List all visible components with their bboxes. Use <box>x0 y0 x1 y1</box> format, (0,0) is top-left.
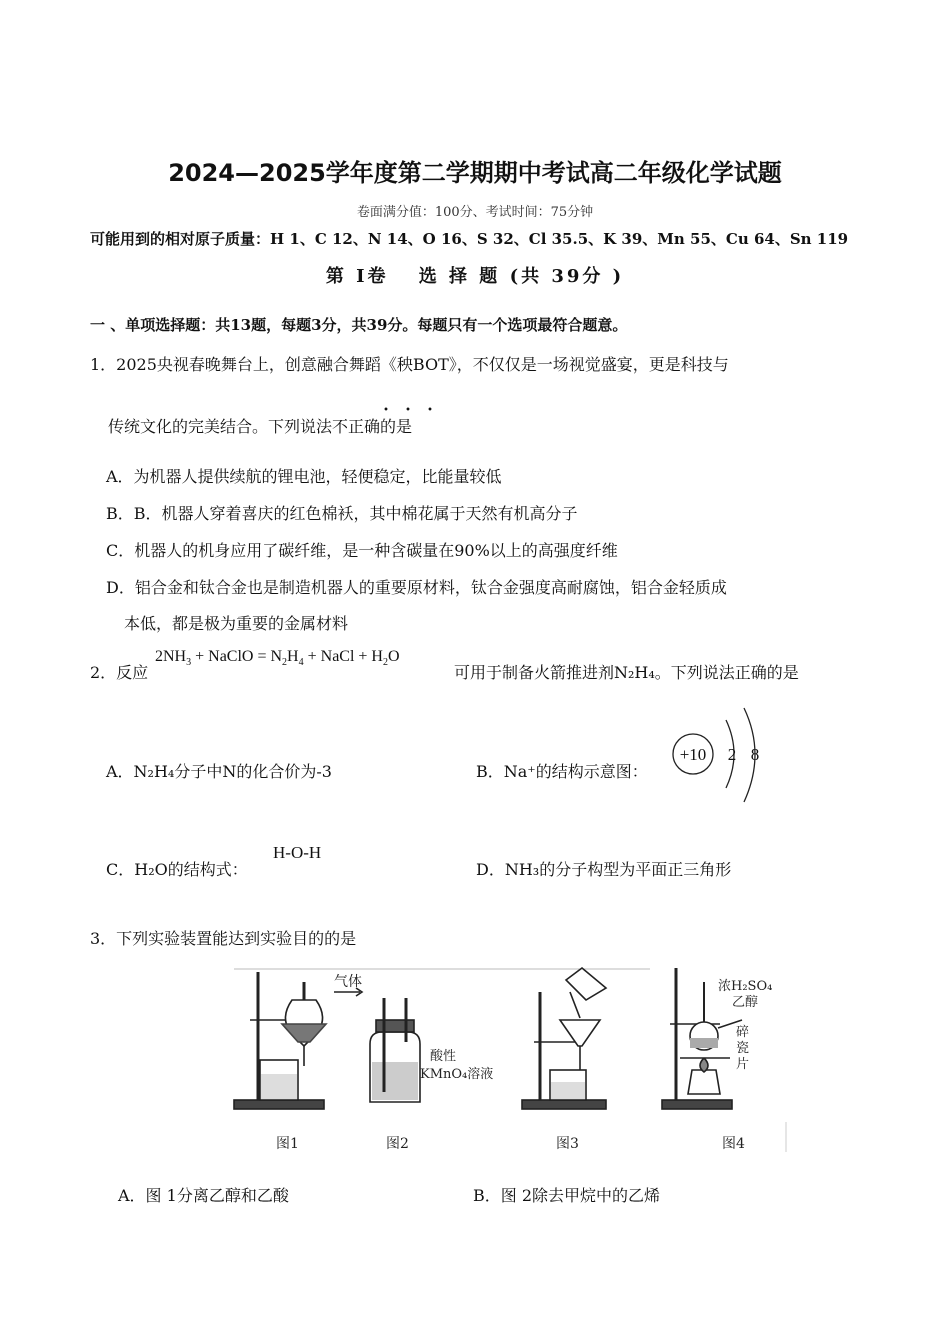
q2-option-c: C．H₂O的结构式： <box>106 860 248 879</box>
figure4-ethanol-label: 乙醇 <box>732 995 759 1010</box>
figure2-gas-washing-bottle <box>334 988 420 1102</box>
q3-stem: 3．下列实验装置能达到实验目的的是 <box>90 929 357 948</box>
na-nucleus-charge: +10 <box>679 745 707 764</box>
q1-option-c: C．机器人的机身应用了碳纤维，是一种含碳量在90%以上的高强度纤维 <box>106 541 618 560</box>
figure4-porcelain-label-2: 瓷 <box>736 1041 750 1056</box>
q3-option-b: B．图 2除去甲烷中的乙烯 <box>473 1186 661 1205</box>
q1-option-d-line1: D．铝合金和钛合金也是制造机器人的重要原材料，钛合金强度高耐腐蚀，铝合金轻质成 <box>106 578 727 597</box>
atomic-masses: 可能用到的相对原子质量：H 1、C 12、N 14、O 16、S 32、Cl 35.5、K 39、Mn 55、Cu 64、Sn 119 <box>90 230 849 248</box>
figure2-label: 图2 <box>386 1136 409 1152</box>
q2-option-b: B．Na⁺的结构示意图： <box>476 762 648 781</box>
figure1-separatory-funnel <box>234 972 326 1109</box>
q1-emphasis-dots: ・・・ <box>378 400 445 419</box>
na-shell2-electrons: 8 <box>750 745 760 764</box>
part-heading: 一 、单项选择题：共13题，每题3分，共39分。每题只有一个选项最符合题意。 <box>90 316 628 334</box>
figure4-porcelain-label-1: 碎 <box>736 1025 750 1040</box>
na-shell1-electrons: 2 <box>727 745 737 764</box>
figure3-filtration <box>522 968 606 1109</box>
q2-suffix: 可用于制备火箭推进剂N₂H₄。下列说法正确的是 <box>454 663 799 682</box>
na-ion-structure-diagram <box>668 706 778 806</box>
figure2-reagent-line2: KMnO₄溶液 <box>420 1067 494 1082</box>
figure4-acid-label: 浓H₂SO₄ <box>718 979 773 994</box>
q2-option-d: D．NH₃的分子构型为平面正三角形 <box>476 860 732 879</box>
q1-option-d-line2: 本低，都是极为重要的金属材料 <box>124 614 349 633</box>
q3-option-a: A．图 1分离乙醇和乙酸 <box>118 1186 289 1205</box>
q2-option-a: A．N₂H₄分子中N的化合价为-3 <box>106 762 332 781</box>
figure2-reagent-line1: 酸性 <box>430 1049 457 1064</box>
figure2-gas-label: 气体 <box>334 974 362 990</box>
q1-stem-line2: 传统文化的完美结合。下列说法不正确的是 <box>108 417 413 436</box>
figure4-label: 图4 <box>722 1136 745 1152</box>
q1-option-a: A．为机器人提供续航的锂电池，轻便稳定，比能量较低 <box>106 467 502 486</box>
q2-prefix: 2．反应 <box>90 663 149 682</box>
q2-reaction-equation: $2NH_3$ + NaClO = $N_2H_4$ + NaCl + $H_2O$ <box>155 648 400 669</box>
figure1-label: 图1 <box>276 1136 299 1152</box>
figure3-label: 图3 <box>556 1136 579 1152</box>
q3-apparatus-figure <box>230 962 790 1157</box>
exam-subtitle: 卷面满分值：100分、考试时间：75分钟 <box>356 205 594 220</box>
section-heading: 第 I卷 选 择 题 (共 39分 ) <box>325 266 625 287</box>
water-structural-formula: H-O-H <box>273 843 322 862</box>
figure4-porcelain-label-3: 片 <box>736 1057 750 1072</box>
q1-option-b: B．B．机器人穿着喜庆的红色棉袄，其中棉花属于天然有机高分子 <box>106 504 578 523</box>
q1-stem-line1: 1．2025央视春晚舞台上，创意融合舞蹈《秧BOT》，不仅仅是一场视觉盛宴，更是科技与 <box>90 355 729 374</box>
exam-title: 2024—2025学年度第二学期期中考试高二年级化学试题 <box>168 159 782 187</box>
